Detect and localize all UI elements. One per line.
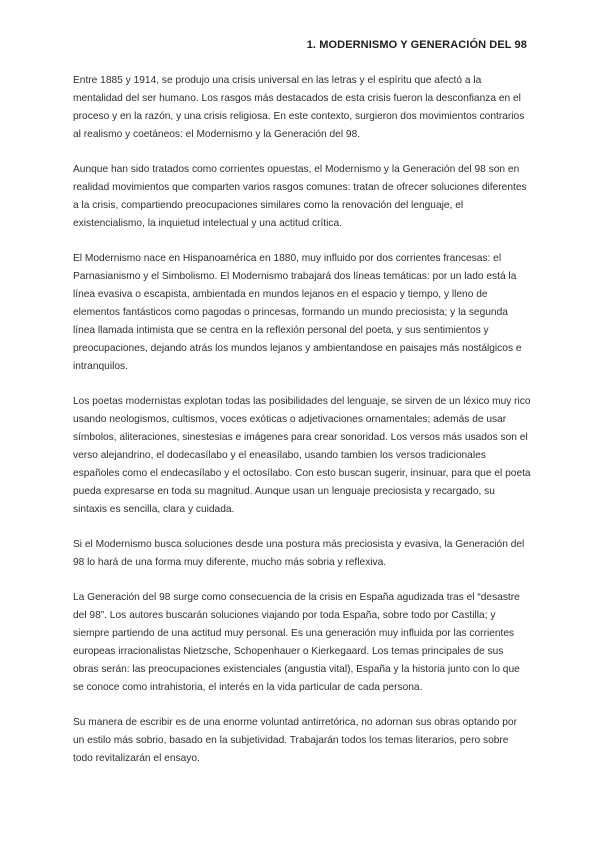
paragraph-intro: Entre 1885 y 1914, se produjo una crisis universal en las letras y el espíritu que afectó a la mentalidad del ser humano. Los rasgos más destacados de esta crisis fueron la desconfianza en el proceso y en la razón, y una crisis religiosa. En este contexto, surgieron dos movimientos contrarios al realismo y coetáneos: el Modernismo y la Generación del 98. bbox=[73, 75, 525, 140]
paragraph-modernismo-origins: El Modernismo nace en Hispanoamérica en 1880, muy influido por dos corrientes francesas: el Parnasianismo y el Simbolismo. El Modernismo trabajará dos líneas temáticas: por un lado está la línea evasiva o escapista, ambientada en mundos lejanos en el espacio y tiempo, y lleno de elementos fantásticos como pagodas o princesas, formando un mundo preciosista; y la segunda línea llamada intimista que se centra en la reflexión personal del poeta, y sus sentimientos y preocupaciones, dejando atrás los mundos lejanos y ambientandose en paisajes más nostálgicos e intranquilos. bbox=[73, 253, 522, 372]
paragraph-modernist-language: Los poetas modernistas explotan todas las posibilidades del lenguaje, se sirven de un léxico muy rico usando neologismos, cultismos, voces exóticas o adjetivaciones ornamentales; además de usar símbolos, aliteraciones, sinestesias e imágenes para crear sonoridad. Los versos más usados son el verso alejandrino, el dodecasílabo y el eneasílabo, usando tambien los versos tradicionales españoles como el endecasílabo y el octosílabo. Con esto buscan sugerir, insinuar, para que el poeta pueda expresarse en toda su magnitud. Aunque usan un lenguaje preciosista y recargado, su sintaxis es sencilla, clara y cuidada. bbox=[73, 396, 531, 515]
paragraph-generacion-98: La Generación del 98 surge como consecuencia de la crisis en España agudizada tras el “desastre del 98”. Los autores buscarán soluciones viajando por toda España, sobre todo por Castilla; y siempre partiendo de una actitud muy personal. Es una generación muy influida por las corrientes europeas irracionalistas Nietzsche, Schopenhauer o Kierkegaard. Los temas principales de sus obras serán: las preocupaciones existenciales (angustia vital), España y la historia junto con lo que se conoce como intrahistoria, el interés en la vida particular de cada persona. bbox=[73, 592, 520, 693]
paragraph-style: Su manera de escribir es de una enorme voluntad antirretórica, no adornan sus obras optando por un estilo más sobrio, basado en la subjetividad. Trabajarán todos los temas literarios, pero sobre todo revitalizarán el ensayo. bbox=[73, 717, 517, 764]
document-body bbox=[73, 72, 531, 785]
document-title: 1. MODERNISMO Y GENERACIÓN DEL 98 bbox=[306, 39, 527, 51]
paragraph-common-traits: Aunque han sido tratados como corrientes opuestas, el Modernismo y la Generación del 98 son en realidad movimientos que comparten varios rasgos comunes: tratan de ofrecer soluciones diferentes a la crisis, compartiendo preocupaciones similares como la renovación del lenguaje, el existencialismo, la inquietud intelectual y una actitud crítica. bbox=[73, 164, 527, 229]
paragraph-contrast: Si el Modernismo busca soluciones desde una postura más preciosista y evasiva, la Generación del 98 lo hará de una forma muy diferente, mucho más sobria y reflexiva. bbox=[73, 539, 525, 568]
